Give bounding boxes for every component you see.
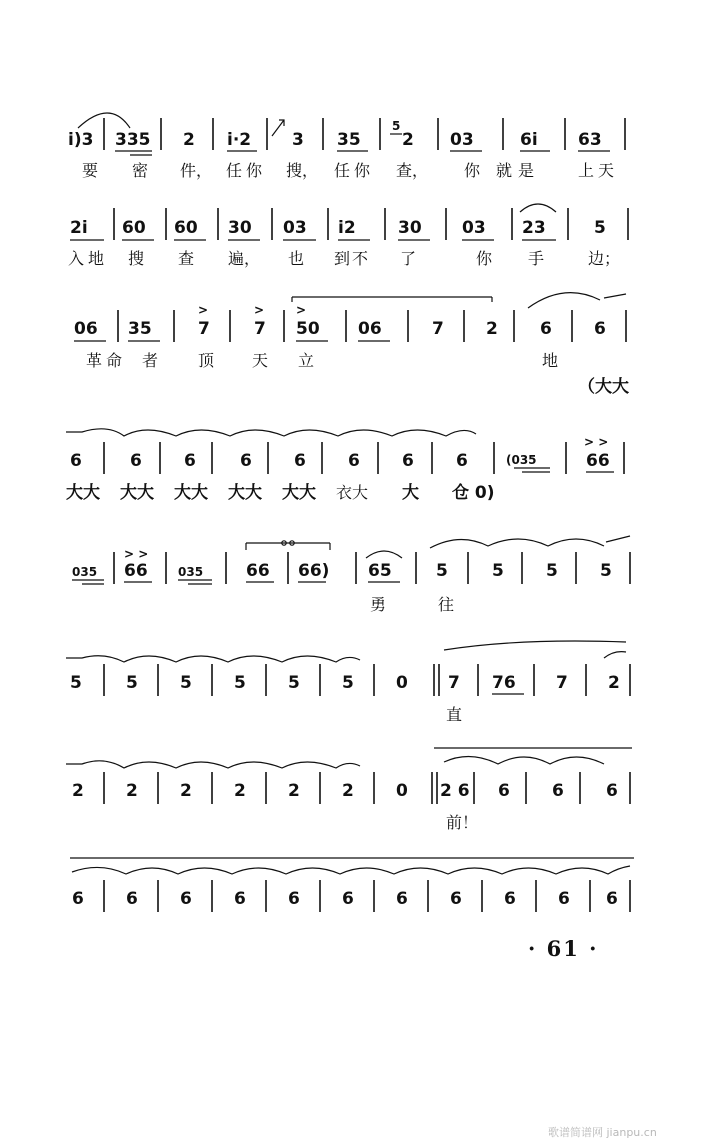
note-group: 7: [432, 319, 444, 339]
accent-mark: >: [254, 303, 265, 317]
note-group: 5: [594, 218, 606, 238]
note-group: 2: [180, 781, 192, 801]
note-group: 66: [124, 561, 148, 581]
note-group: 5: [180, 673, 192, 693]
lyric: 命: [106, 351, 123, 370]
note-group: 2: [486, 319, 498, 339]
watermark: 歌谱简谱网 jianpu.cn: [548, 1126, 657, 1139]
lyric: 搜: [128, 249, 145, 268]
note-group: 7: [556, 673, 568, 693]
grace-note: 5: [392, 119, 401, 133]
note-group: 03: [450, 130, 474, 150]
lyric: 手: [528, 249, 545, 268]
note-group: 5: [342, 673, 354, 693]
note-group: 6: [180, 889, 192, 909]
note-group: 30: [228, 218, 252, 238]
note-group: 03: [462, 218, 486, 238]
note-group: 2: [234, 781, 246, 801]
staff-row-7: [66, 748, 632, 832]
note-group: 60: [122, 218, 146, 238]
lyric: 顶: [198, 351, 215, 370]
note-group: 0: [396, 673, 408, 693]
note-group: 6: [396, 889, 408, 909]
slur: [444, 756, 604, 764]
note-group: 63: [578, 130, 602, 150]
lyric: 直: [446, 705, 463, 724]
slur: [444, 641, 626, 650]
slur: [66, 429, 476, 436]
lyric: 你: [354, 161, 371, 180]
note-group: 7: [448, 673, 460, 693]
lyric: 入: [68, 249, 85, 268]
percussion-syllable: 大大: [282, 483, 316, 503]
accent-mark: > >: [124, 547, 149, 561]
note-group: 5: [546, 561, 558, 581]
note-group: 035: [178, 565, 204, 579]
note-group: 6: [72, 889, 84, 909]
note-group: 6: [504, 889, 516, 909]
note-group: 5: [436, 561, 448, 581]
note-group: 66): [298, 561, 330, 581]
note-group: 7: [254, 319, 266, 339]
lyric: 到: [334, 249, 351, 268]
slur: [72, 866, 630, 874]
note-group: 7: [198, 319, 210, 339]
lyric: 你: [464, 161, 481, 180]
staff-row-8: [70, 858, 634, 912]
lyric: 也: [288, 249, 305, 268]
lyric: 搜，: [286, 161, 319, 180]
note-group: 6: [184, 451, 196, 471]
note-group: 6: [606, 781, 618, 801]
lyric: 你: [476, 249, 493, 268]
note-group: 6: [456, 451, 468, 471]
lyric: 不: [352, 249, 369, 268]
note-group: i·2: [227, 130, 252, 150]
lyric: 你: [246, 161, 263, 180]
lyric: 天: [598, 161, 615, 180]
note-group: 23: [522, 218, 546, 238]
note-group: 2: [126, 781, 138, 801]
arrow-mark: [272, 120, 284, 136]
slur: [520, 204, 556, 212]
note-group: 335: [115, 130, 151, 150]
lyric: 任: [334, 161, 351, 180]
note-group: 6i: [520, 130, 538, 150]
note-group: 2: [402, 130, 414, 150]
accent-mark: >: [198, 303, 209, 317]
note-group: 5: [288, 673, 300, 693]
slur: [528, 293, 626, 308]
note-group: 5: [70, 673, 82, 693]
note-group: 5: [126, 673, 138, 693]
note-group: 0: [396, 781, 408, 801]
note-group: 6: [70, 451, 82, 471]
note-group: 6: [498, 781, 510, 801]
lyric: 地: [542, 351, 559, 370]
note-group: 2: [342, 781, 354, 801]
lyric: 了: [400, 249, 417, 268]
note-group: 3: [292, 130, 304, 150]
note-group: 35: [128, 319, 152, 339]
note-group: 06: [74, 319, 98, 339]
slur: [66, 761, 360, 768]
note-group: 2i: [70, 218, 88, 238]
note-group: 6: [342, 889, 354, 909]
percussion-syllable: 大: [402, 483, 419, 503]
note-group: 6: [130, 451, 142, 471]
note-group: 6: [234, 889, 246, 909]
note-group: 6: [294, 451, 306, 471]
percussion-syllable: 大大: [174, 483, 208, 503]
lyric: 就: [496, 161, 513, 180]
note-group: 66: [246, 561, 270, 581]
note-group: 035: [72, 565, 98, 579]
slur: [66, 656, 360, 662]
slur: [604, 652, 626, 658]
staff-row-2: [68, 204, 628, 268]
staff-row-5: [72, 536, 630, 614]
note-group: 06: [358, 319, 382, 339]
note-group: 2: [288, 781, 300, 801]
note-group: 5: [600, 561, 612, 581]
note-group: 6: [558, 889, 570, 909]
note-group: 6: [402, 451, 414, 471]
lyric: 立: [298, 351, 315, 370]
accent-mark: > >: [584, 435, 609, 449]
percussion-cue: （大大: [578, 377, 629, 397]
note-group: 2: [608, 673, 620, 693]
staff-row-1: [68, 113, 625, 180]
staff-row-4: [66, 429, 624, 503]
percussion-syllable: 仓 0): [452, 483, 495, 503]
note-group: 30: [398, 218, 422, 238]
note-group: 03: [283, 218, 307, 238]
note-group: 6: [450, 889, 462, 909]
lyric: 边；: [588, 249, 621, 268]
note-group: 2 6: [440, 781, 470, 801]
note-group: 50: [296, 319, 320, 339]
note-group: 6: [288, 889, 300, 909]
accent-mark: >: [296, 303, 307, 317]
lyric: 天: [252, 351, 269, 370]
slur: [430, 536, 630, 548]
lyric: 查: [178, 249, 195, 268]
note-group: 6: [126, 889, 138, 909]
lyric: 是: [518, 161, 535, 180]
lyric: 上: [578, 161, 595, 180]
note-group: 6: [594, 319, 606, 339]
lyric: 地: [88, 249, 105, 268]
note-group: 35: [337, 130, 361, 150]
lyric: 任: [226, 161, 243, 180]
note-group: (035: [506, 453, 537, 467]
note-group: 2: [183, 130, 195, 150]
note-group: 6: [540, 319, 552, 339]
note-group: 76: [492, 673, 516, 693]
staff-row-6: [66, 641, 630, 724]
note-group: i2: [338, 218, 356, 238]
lyric: 要: [82, 161, 99, 180]
lyric: 往: [438, 595, 455, 614]
page-number: · 61 ·: [528, 936, 599, 961]
note-group: 60: [174, 218, 198, 238]
note-group: 66: [586, 451, 610, 471]
percussion-syllable: 衣大: [336, 483, 369, 502]
percussion-syllable: 大大: [66, 483, 100, 503]
lyric: 查，: [396, 161, 429, 180]
note-group: 6: [552, 781, 564, 801]
lyric: 革: [86, 351, 103, 370]
lyric: 勇: [370, 595, 387, 614]
note-group: 2: [72, 781, 84, 801]
note-group: i)3: [68, 130, 94, 150]
percussion-syllable: 大大: [228, 483, 262, 503]
lyric: 遍，: [228, 249, 261, 268]
note-group: 6: [606, 889, 618, 909]
lyric: 密: [132, 161, 149, 180]
percussion-syllable: 大大: [120, 483, 154, 503]
slur: [366, 551, 402, 558]
note-group: 6: [240, 451, 252, 471]
lyric: 前！: [446, 813, 479, 832]
note-group: 5: [492, 561, 504, 581]
note-group: 65: [368, 561, 392, 581]
note-group: 5: [234, 673, 246, 693]
staff-row-3: [74, 293, 629, 397]
note-group: 6: [348, 451, 360, 471]
lyric: 件，: [180, 161, 213, 180]
lyric: 者: [142, 351, 159, 370]
